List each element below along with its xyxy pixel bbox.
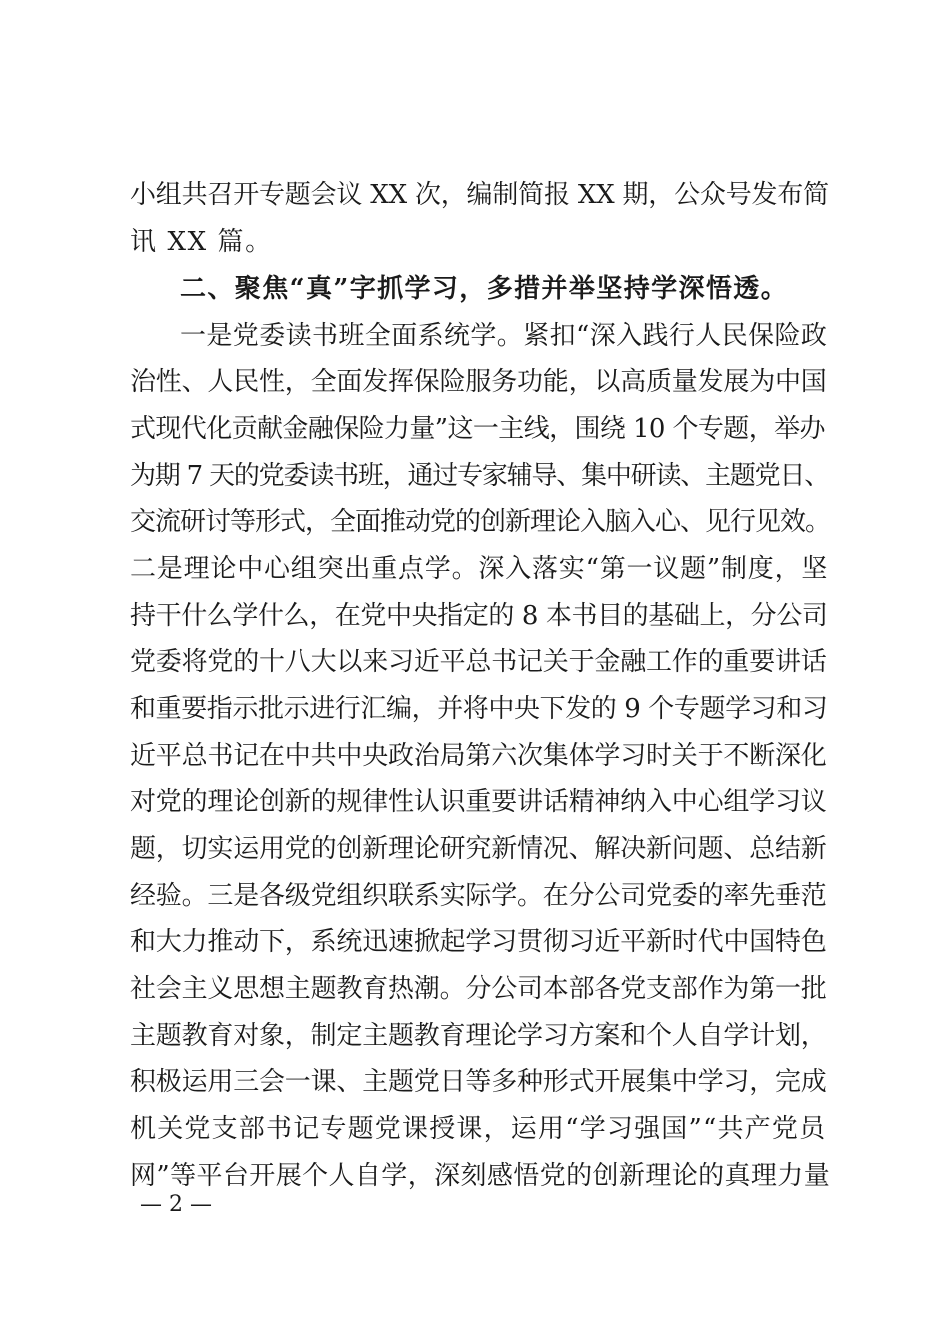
body-line: 对党的理论创新的规律性认识重要讲话精神纳入中心组学习议: [130, 787, 827, 817]
section-heading: 二、聚焦“真”字抓学习，多措并举坚持学深悟透。: [180, 274, 789, 304]
body-line: 主题教育对象，制定主题教育理论学习方案和个人自学计划，: [130, 1021, 827, 1051]
body-line: 小组共召开专题会议 XX 次，编制简报 XX 期，公众号发布简: [130, 180, 829, 210]
body-line: 二是理论中心组突出重点学。深入落实“第一议题”制度，坚: [130, 554, 829, 584]
body-line: 社会主义思想主题教育热潮。分公司本部各党支部作为第一批: [130, 974, 827, 1004]
body-line: 交流研讨等形式，全面推动党的创新理论入脑入心、见行见效。: [130, 507, 831, 537]
body-line: 题，切实运用党的创新理论研究新情况、解决新问题、总结新: [130, 834, 827, 864]
body-line: 式现代化贡献金融保险力量”这一主线，围绕 10 个专题，举办: [130, 414, 825, 444]
body-line: 治性、人民性，全面发挥保险服务功能，以高质量发展为中国: [130, 367, 827, 397]
body-line: 积极运用三会一课、主题党日等多种形式开展集中学习，完成: [130, 1067, 827, 1097]
body-line: 持干什么学什么，在党中央指定的 8 本书目的基础上，分公司: [130, 601, 828, 631]
body-line: 网”等平台开展个人自学，深刻感悟党的创新理论的真理力量: [130, 1161, 831, 1191]
body-line: 和重要指示批示进行汇编，并将中央下发的 9 个专题学习和习: [130, 694, 828, 724]
body-line: 和大力推动下，系统迅速掀起学习贯彻习近平新时代中国特色: [130, 927, 827, 957]
body-line: 讯 XX 篇。: [130, 227, 273, 257]
body-line: 为期 7 天的党委读书班，通过专家辅导、集中研读、主题党日、: [130, 461, 830, 491]
body-line: 党委将党的十八大以来习近平总书记关于金融工作的重要讲话: [130, 647, 827, 677]
page-number: — 2 —: [140, 1192, 212, 1217]
body-line: 一是党委读书班全面系统学。紧扣“深入践行人民保险政: [180, 321, 828, 351]
body-line: 经验。三是各级党组织联系实际学。在分公司党委的率先垂范: [130, 881, 827, 911]
body-line: 机关党支部书记专题党课授课，运用“学习强国”“共产党员: [130, 1114, 827, 1144]
body-line: 近平总书记在中共中央政治局第六次集体学习时关于不断深化: [130, 741, 827, 771]
